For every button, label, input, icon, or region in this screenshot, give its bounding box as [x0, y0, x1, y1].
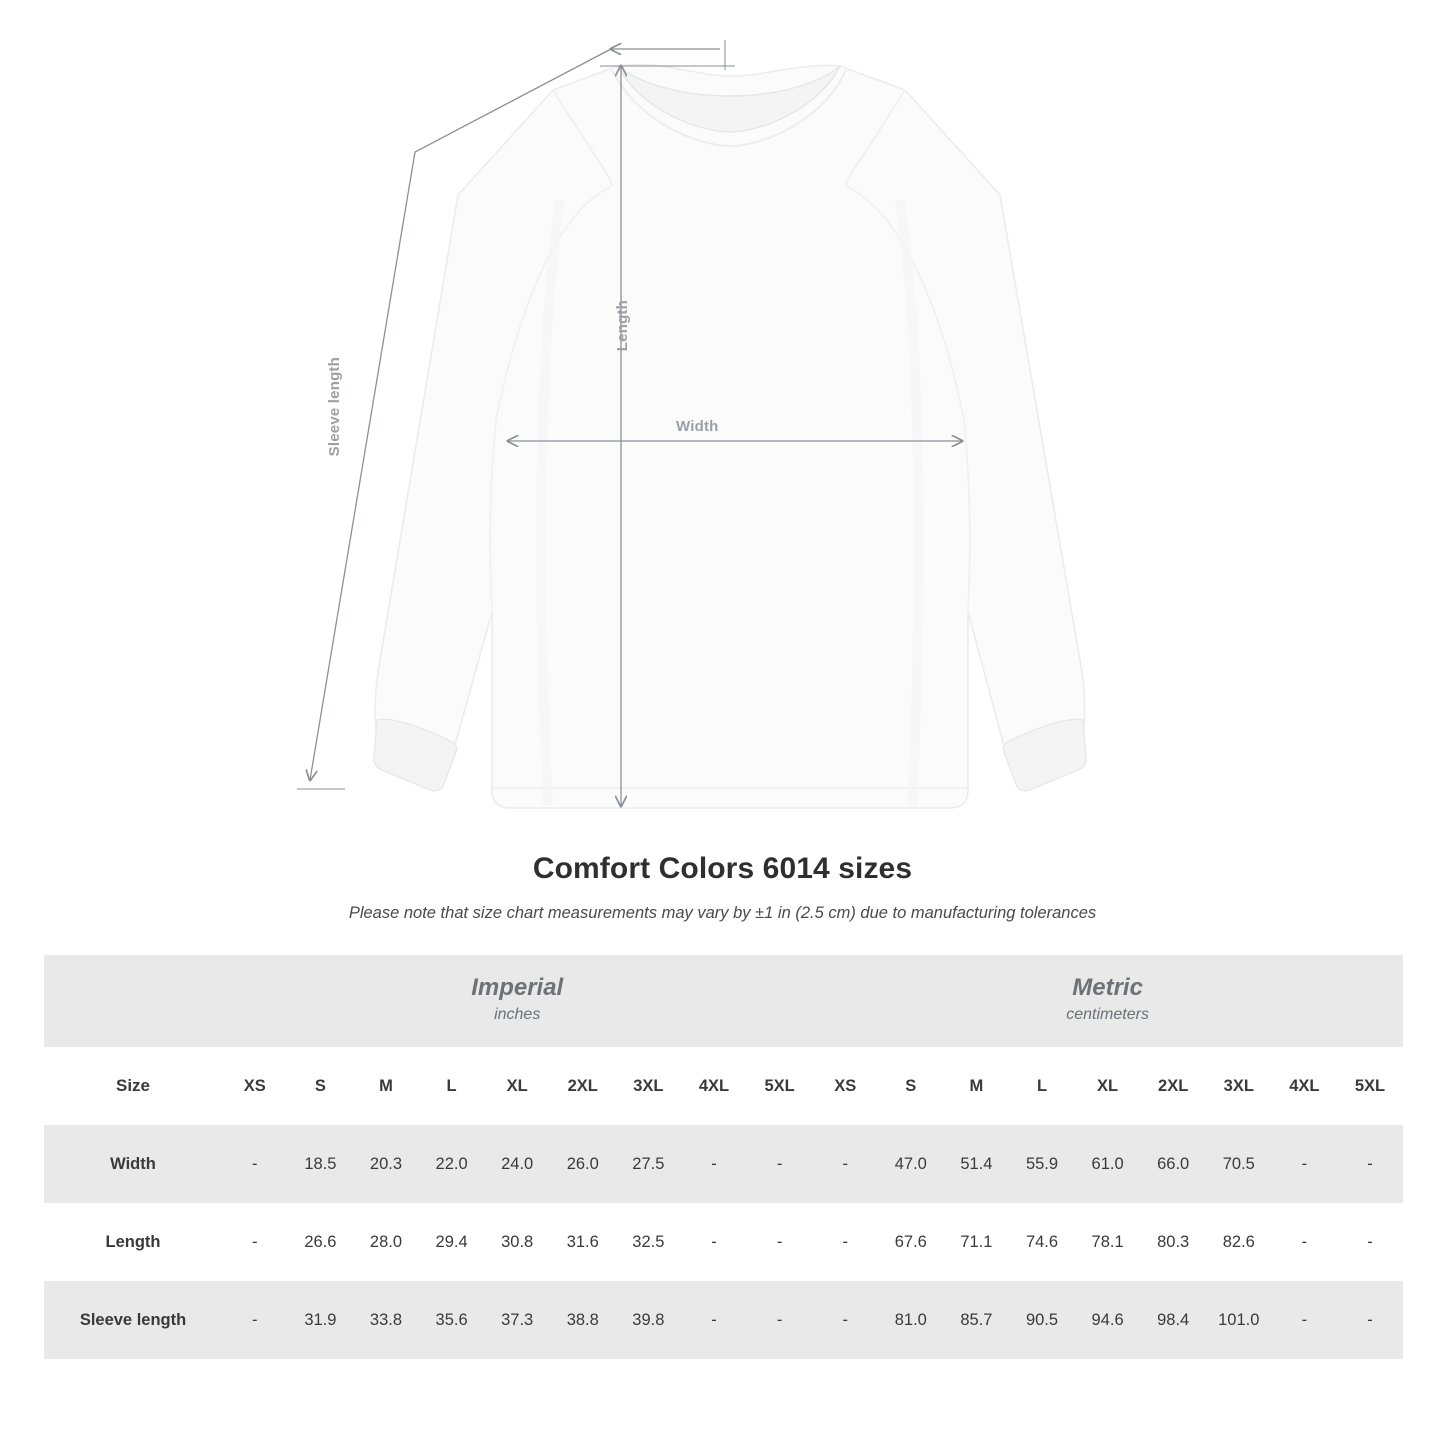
cell-sleeve-imp-xs: -: [222, 1281, 288, 1359]
cell-sleeve-met-5xl: -: [1337, 1281, 1403, 1359]
cell-width-met-xl: 61.0: [1075, 1125, 1141, 1203]
size-header-imp-m: M: [353, 1047, 419, 1125]
size-table-wrapper: [44, 955, 1401, 1359]
row-label-width: Width: [44, 1125, 222, 1203]
size-header-met-5xl: 5XL: [1337, 1047, 1403, 1125]
cell-sleeve-met-m: 85.7: [944, 1281, 1010, 1359]
length-dimension-label: Length: [614, 300, 631, 352]
cell-sleeve-imp-4xl: -: [681, 1281, 747, 1359]
cell-width-met-xs: -: [812, 1125, 878, 1203]
size-header-imp-xl: XL: [484, 1047, 550, 1125]
unit-metric-title: Metric: [1072, 973, 1143, 1001]
cell-sleeve-imp-2xl: 38.8: [550, 1281, 616, 1359]
cell-width-imp-s: 18.5: [288, 1125, 354, 1203]
cell-length-met-s: 67.6: [878, 1203, 944, 1281]
unit-metric: [812, 955, 1402, 1047]
cell-length-met-xs: -: [812, 1203, 878, 1281]
unit-imperial-title: Imperial: [471, 973, 564, 1001]
unit-header-row: [44, 955, 1403, 1047]
cell-sleeve-imp-s: 31.9: [288, 1281, 354, 1359]
cell-sleeve-imp-5xl: -: [747, 1281, 813, 1359]
size-header-met-s: S: [878, 1047, 944, 1125]
cell-width-imp-4xl: -: [681, 1125, 747, 1203]
cell-length-imp-l: 29.4: [419, 1203, 485, 1281]
size-header-met-m: M: [944, 1047, 1010, 1125]
cell-sleeve-met-3xl: 101.0: [1206, 1281, 1272, 1359]
cell-width-met-4xl: -: [1272, 1125, 1338, 1203]
cell-sleeve-imp-l: 35.6: [419, 1281, 485, 1359]
unit-imperial-sub: inches: [494, 1006, 541, 1024]
cell-width-met-2xl: 66.0: [1140, 1125, 1206, 1203]
shirt-shape: [374, 65, 1086, 808]
size-header-met-2xl: 2XL: [1140, 1047, 1206, 1125]
size-header-imp-2xl: 2XL: [550, 1047, 616, 1125]
row-label-length: Length: [44, 1203, 222, 1281]
page-title: Comfort Colors 6014 sizes: [532, 852, 913, 885]
cell-length-imp-s: 26.6: [288, 1203, 354, 1281]
cell-length-met-4xl: -: [1272, 1203, 1338, 1281]
cell-length-met-5xl: -: [1337, 1203, 1403, 1281]
cell-length-imp-3xl: 32.5: [616, 1203, 682, 1281]
cell-length-imp-5xl: -: [747, 1203, 813, 1281]
sleeve-length-dimension-label: Sleeve length: [326, 357, 343, 457]
size-header-imp-s: S: [288, 1047, 354, 1125]
cell-sleeve-imp-m: 33.8: [353, 1281, 419, 1359]
cell-sleeve-imp-xl: 37.3: [484, 1281, 550, 1359]
cell-length-met-xl: 78.1: [1075, 1203, 1141, 1281]
cell-sleeve-met-l: 90.5: [1009, 1281, 1075, 1359]
cell-length-imp-xl: 30.8: [484, 1203, 550, 1281]
cell-length-met-l: 74.6: [1009, 1203, 1075, 1281]
cell-sleeve-met-2xl: 98.4: [1140, 1281, 1206, 1359]
cell-sleeve-met-xl: 94.6: [1075, 1281, 1141, 1359]
cell-length-imp-xs: -: [222, 1203, 288, 1281]
cell-sleeve-met-xs: -: [812, 1281, 878, 1359]
unit-metric-sub: centimeters: [1066, 1006, 1149, 1024]
cell-width-imp-l: 22.0: [419, 1125, 485, 1203]
size-header-row: [44, 1047, 1403, 1125]
unit-spacer: [44, 955, 222, 1047]
size-header-imp-3xl: 3XL: [616, 1047, 682, 1125]
cell-length-met-3xl: 82.6: [1206, 1203, 1272, 1281]
cell-width-imp-2xl: 26.0: [550, 1125, 616, 1203]
cell-sleeve-imp-3xl: 39.8: [616, 1281, 682, 1359]
cell-width-met-3xl: 70.5: [1206, 1125, 1272, 1203]
cell-sleeve-met-s: 81.0: [878, 1281, 944, 1359]
size-chart-table: [44, 955, 1403, 1359]
table-row: [44, 1281, 1403, 1359]
size-header-met-xs: XS: [812, 1047, 878, 1125]
size-header-imp-4xl: 4XL: [681, 1047, 747, 1125]
cell-width-imp-xl: 24.0: [484, 1125, 550, 1203]
unit-imperial: [222, 955, 812, 1047]
row-label-sleeve-length: Sleeve length: [44, 1281, 222, 1359]
page-subtitle: Please note that size chart measurements may vary by ±1 in (2.5 cm) due to manufacturing tolerances: [348, 904, 1097, 922]
size-header-met-3xl: 3XL: [1206, 1047, 1272, 1125]
cell-length-met-2xl: 80.3: [1140, 1203, 1206, 1281]
table-row: [44, 1203, 1403, 1281]
cell-width-imp-m: 20.3: [353, 1125, 419, 1203]
cell-width-met-s: 47.0: [878, 1125, 944, 1203]
size-header-met-4xl: 4XL: [1272, 1047, 1338, 1125]
size-header-met-xl: XL: [1075, 1047, 1141, 1125]
cell-width-met-m: 51.4: [944, 1125, 1010, 1203]
cell-width-imp-xs: -: [222, 1125, 288, 1203]
cell-width-met-l: 55.9: [1009, 1125, 1075, 1203]
size-header-imp-l: L: [419, 1047, 485, 1125]
cell-length-imp-2xl: 31.6: [550, 1203, 616, 1281]
size-header-imp-5xl: 5XL: [747, 1047, 813, 1125]
cell-length-imp-m: 28.0: [353, 1203, 419, 1281]
cell-width-imp-5xl: -: [747, 1125, 813, 1203]
table-row: [44, 1125, 1403, 1203]
cell-length-imp-4xl: -: [681, 1203, 747, 1281]
size-header-label: Size: [44, 1047, 222, 1125]
cell-sleeve-met-4xl: -: [1272, 1281, 1338, 1359]
cell-width-imp-3xl: 27.5: [616, 1125, 682, 1203]
size-header-imp-xs: XS: [222, 1047, 288, 1125]
size-header-met-l: L: [1009, 1047, 1075, 1125]
cell-length-met-m: 71.1: [944, 1203, 1010, 1281]
width-dimension-label: Width: [676, 418, 719, 435]
cell-width-met-5xl: -: [1337, 1125, 1403, 1203]
